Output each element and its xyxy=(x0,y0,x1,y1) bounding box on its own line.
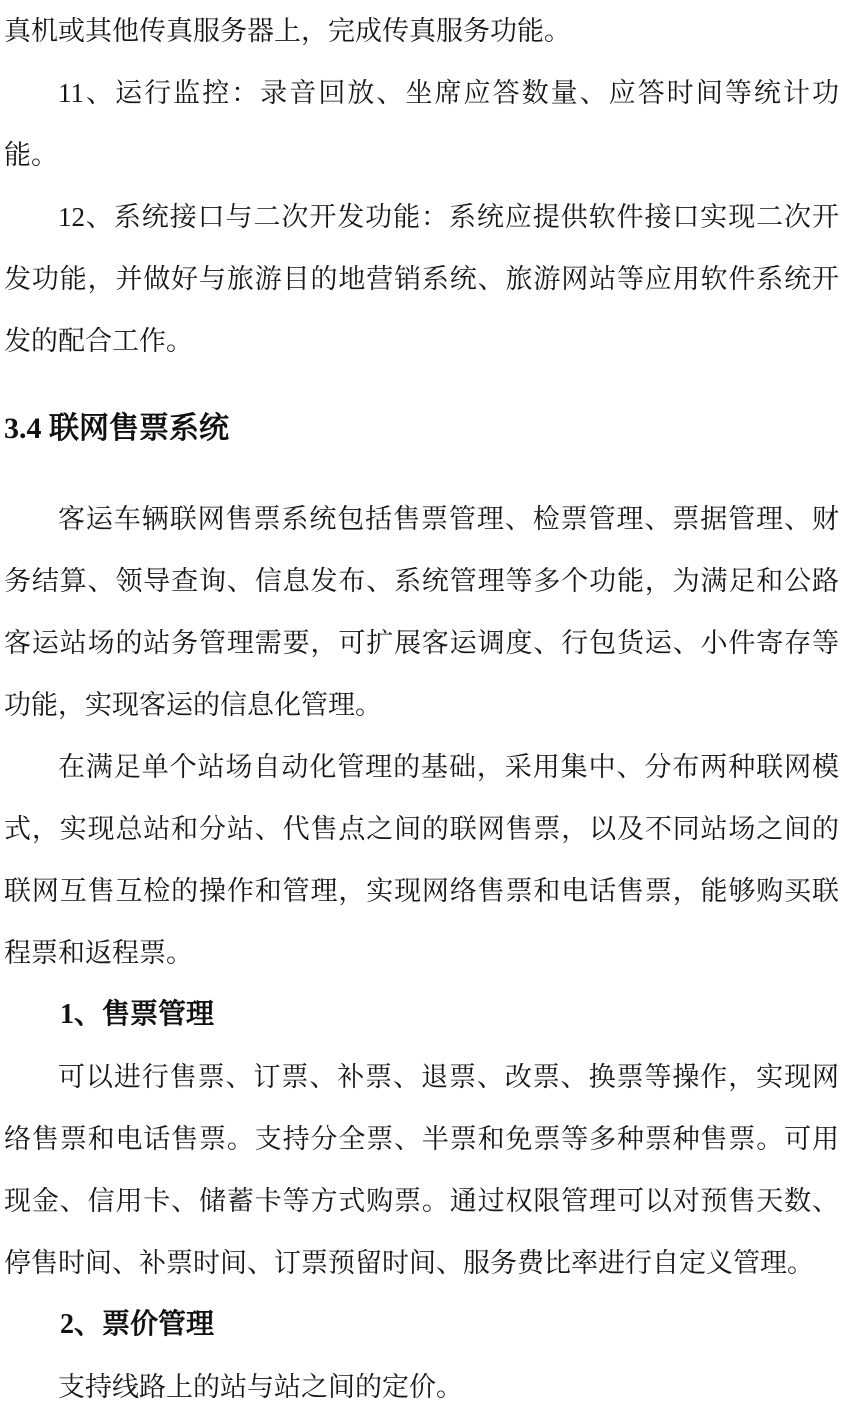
paragraph-network-modes: 在满足单个站场自动化管理的基础，采用集中、分布两种联网模式，实现总站和分站、代售点之间的联网售票，以及不同站场之间的联网互售互检的操作和管理，实现网络售票和电话售票，能够购买联程票和返程票。 xyxy=(4,752,839,968)
subheading-2-ticket-price-management: 2、票价管理 xyxy=(60,1309,215,1340)
paragraph-ticketing-system-overview: 客运车辆联网售票系统包括售票管理、检票管理、票据管理、财务结算、领导查询、信息发布、系统管理等多个功能，为满足和公路客运站场的站务管理需要，可扩展客运调度、行包货运、小件寄存等功能，实现客运的信息化管理。 xyxy=(4,504,839,720)
section-heading-3-4-networked-ticketing: 3.4 联网售票系统 xyxy=(4,412,229,445)
paragraph-fax-continuation: 真机或其他传真服务器上，完成传真服务功能。 xyxy=(4,16,571,46)
paragraph-item-12-system-interface: 12、系统接口与二次开发功能：系统应提供软件接口实现二次开发功能，并做好与旅游目的地营销系统、旅游网站等应用软件系统开发的配合工作。 xyxy=(4,202,839,356)
paragraph-ticket-price-detail: 支持线路上的站与站之间的定价。 xyxy=(58,1372,463,1402)
paragraph-item-11-run-monitoring: 11、运行监控：录音回放、坐席应答数量、应答时间等统计功能。 xyxy=(4,78,839,170)
paragraph-ticket-sales-detail: 可以进行售票、订票、补票、退票、改票、换票等操作，实现网络售票和电话售票。支持分全票、半票和免票等多种票种售票。可用现金、信用卡、储蓄卡等方式购票。通过权限管理可以对预售天数、停售时间、补票时间、订票预留时间、服务费比率进行自定义管理。 xyxy=(4,1062,839,1278)
subheading-1-ticket-sales-management: 1、售票管理 xyxy=(60,999,215,1030)
